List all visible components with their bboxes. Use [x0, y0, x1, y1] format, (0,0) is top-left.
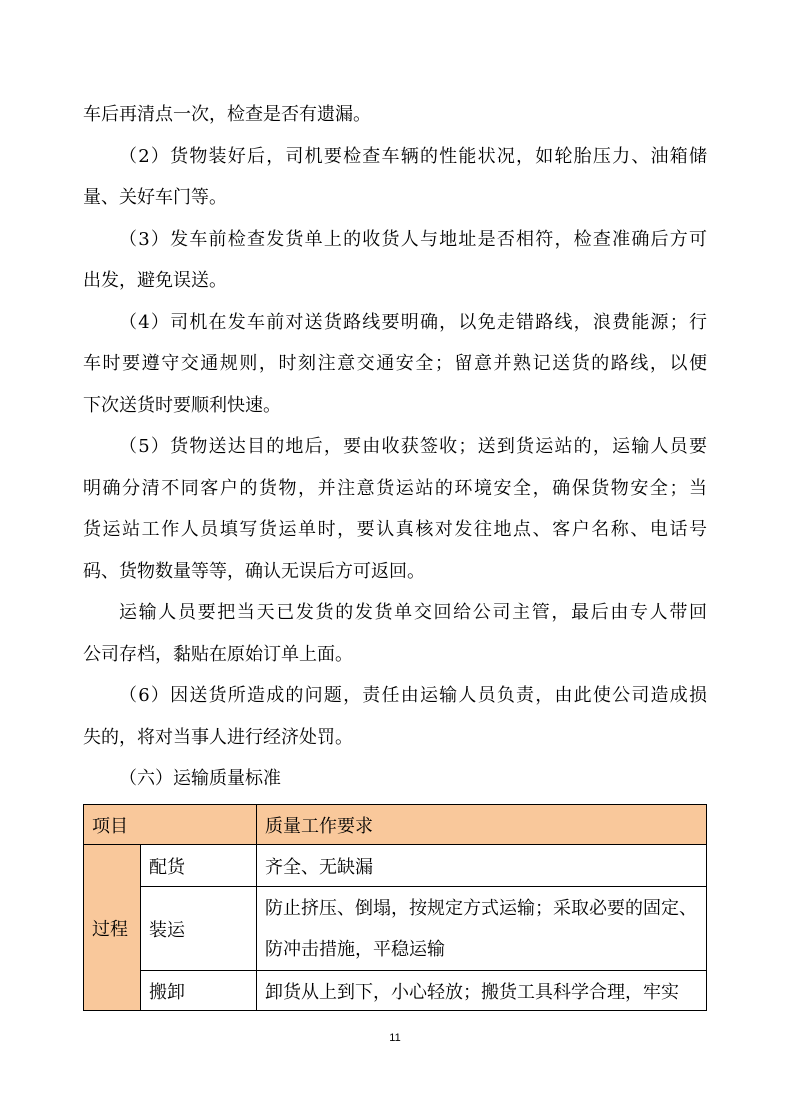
text-line: 明确分清不同客户的货物，并注意货运站的环境安全，确保货物安全；当	[83, 477, 707, 499]
quality-standard-table	[83, 804, 707, 1011]
text-line: （3）发车前检查发货单上的收货人与地址是否相符，检查准确后方可	[119, 228, 707, 250]
text-line: 量、关好车门等。	[83, 187, 227, 208]
header-item: 项目	[84, 805, 257, 845]
group-cell: 过程	[84, 845, 141, 1011]
text-line: 运输人员要把当天已发货的发货单交回给公司主管，最后由专人带回	[119, 602, 707, 623]
page-number: 11	[389, 1032, 401, 1044]
table-row	[84, 845, 707, 887]
paragraph	[83, 219, 707, 302]
text-line: 货运站工作人员填写货运单时，要认真核对发往地点、客户名称、电话号	[83, 519, 707, 540]
paragraph	[83, 675, 707, 758]
text-line: （2）货物装好后，司机要检查车辆的性能状况，如轮胎压力、油箱储	[119, 145, 707, 167]
row-requirement: 齐全、无缺漏	[257, 845, 707, 887]
text-line: （5）货物送达目的地后，要由收获签收；送到货运站的，运输人员要	[119, 436, 707, 457]
table-row	[84, 971, 707, 1011]
header-requirement: 质量工作要求	[257, 805, 707, 845]
text-line: （六）运输质量标准	[119, 768, 281, 789]
text-line: 出发，避免误送。	[83, 270, 227, 291]
text-line: 车时要遵守交通规则，时刻注意交通安全；留意并熟记送货的路线，以便	[83, 353, 707, 374]
table-row	[84, 887, 707, 971]
paragraph	[83, 94, 707, 136]
text-line: 公司存档，黏贴在原始订单上面。	[83, 643, 353, 665]
document-body	[83, 94, 707, 800]
text-line: 下次送货时要顺利快速。	[83, 394, 281, 416]
table-header-row	[84, 805, 707, 845]
paragraph	[83, 592, 707, 675]
paragraph	[83, 758, 707, 800]
paragraph	[83, 136, 707, 219]
paragraph	[83, 302, 707, 427]
text-line: （6）因送货所造成的问题，责任由运输人员负责，由此使公司造成损	[119, 685, 707, 706]
text-line: 失的，将对当事人进行经济处罚。	[83, 726, 353, 748]
text-line: 码、货物数量等等，确认无误后方可返回。	[83, 560, 425, 582]
row-name: 装运	[141, 887, 257, 971]
text-line: （4）司机在发车前对送货路线要明确，以免走错路线，浪费能源；行	[119, 311, 707, 333]
row-requirement: 卸货从上到下，小心轻放；搬货工具科学合理，牢实	[257, 971, 707, 1011]
text-line: 车后再清点一次，检查是否有遗漏。	[83, 104, 371, 125]
row-requirement: 防止挤压、倒塌，按规定方式运输；采取必要的固定、防冲击措施，平稳运输	[257, 887, 707, 971]
row-name: 搬卸	[141, 971, 257, 1011]
paragraph	[83, 426, 707, 592]
row-name: 配货	[141, 845, 257, 887]
